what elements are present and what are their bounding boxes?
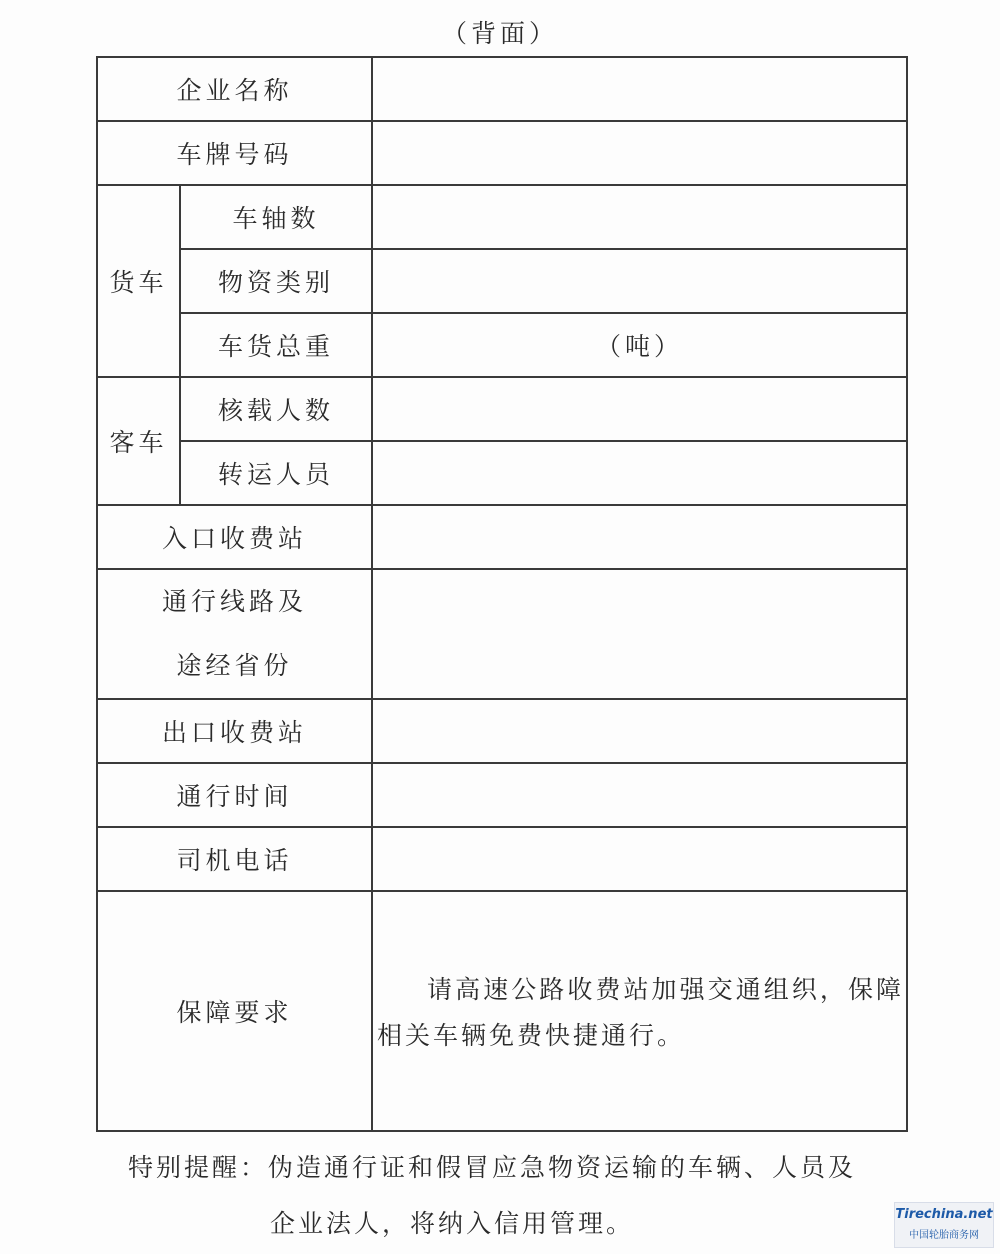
watermark-logo-text: Tirechina.net [895,1207,993,1222]
transfer-personnel-field[interactable] [372,441,907,505]
route-label [97,569,372,699]
company-name-field[interactable] [372,57,907,121]
travel-time-field[interactable] [372,763,907,827]
route-label-line2: 途经省份 [176,651,293,680]
row-transfer-personnel [97,441,907,505]
watermark-logo [894,1202,994,1248]
gross-weight-field[interactable] [372,313,907,377]
row-approved-passengers [97,377,907,441]
gross-weight-unit: （吨） [596,332,684,361]
row-travel-time [97,763,907,827]
axle-count-field[interactable] [372,185,907,249]
entry-toll-station-label: 入口收费站 [97,505,372,569]
bus-group-label: 客车 [97,377,180,505]
material-category-label: 物资类别 [180,249,372,313]
row-entry-toll-station [97,505,907,569]
requirements-field [372,891,907,1131]
exit-toll-station-label: 出口收费站 [97,699,372,763]
company-name-label: 企业名称 [97,57,372,121]
driver-phone-label: 司机电话 [97,827,372,891]
gross-weight-label: 车货总重 [180,313,372,377]
special-reminder [96,1140,906,1252]
special-reminder-line1: 特别提醒：伪造通行证和假冒应急物资运输的车辆、人员及 [128,1153,857,1182]
exit-toll-station-field[interactable] [372,699,907,763]
plate-number-field[interactable] [372,121,907,185]
driver-phone-field[interactable] [372,827,907,891]
row-exit-toll-station [97,699,907,763]
approved-passengers-label: 核载人数 [180,377,372,441]
permit-form-table [96,56,908,1132]
route-field[interactable] [372,569,907,699]
row-driver-phone [97,827,907,891]
plate-number-label: 车牌号码 [97,121,372,185]
material-category-field[interactable] [372,249,907,313]
row-plate-number [97,121,907,185]
special-reminder-line2: 企业法人，将纳入信用管理。 [270,1209,635,1238]
truck-group-label: 货车 [97,185,180,377]
transfer-personnel-label: 转运人员 [180,441,372,505]
axle-count-label: 车轴数 [180,185,372,249]
page-title: （背面） [441,19,558,48]
route-label-line1: 通行线路及 [162,587,308,616]
travel-time-label: 通行时间 [97,763,372,827]
row-material-category [97,249,907,313]
row-company-name [97,57,907,121]
watermark-caption: 中国轮胎商务网 [909,1230,979,1241]
requirements-text: 请高速公路收费站加强交通组织，保障相关车辆免费快捷通行。 [377,975,905,1050]
entry-toll-station-field[interactable] [372,505,907,569]
row-route [97,569,907,699]
row-gross-weight [97,313,907,377]
requirements-label: 保障要求 [97,891,372,1131]
approved-passengers-field[interactable] [372,377,907,441]
row-requirements [97,891,907,1131]
row-axle-count [97,185,907,249]
